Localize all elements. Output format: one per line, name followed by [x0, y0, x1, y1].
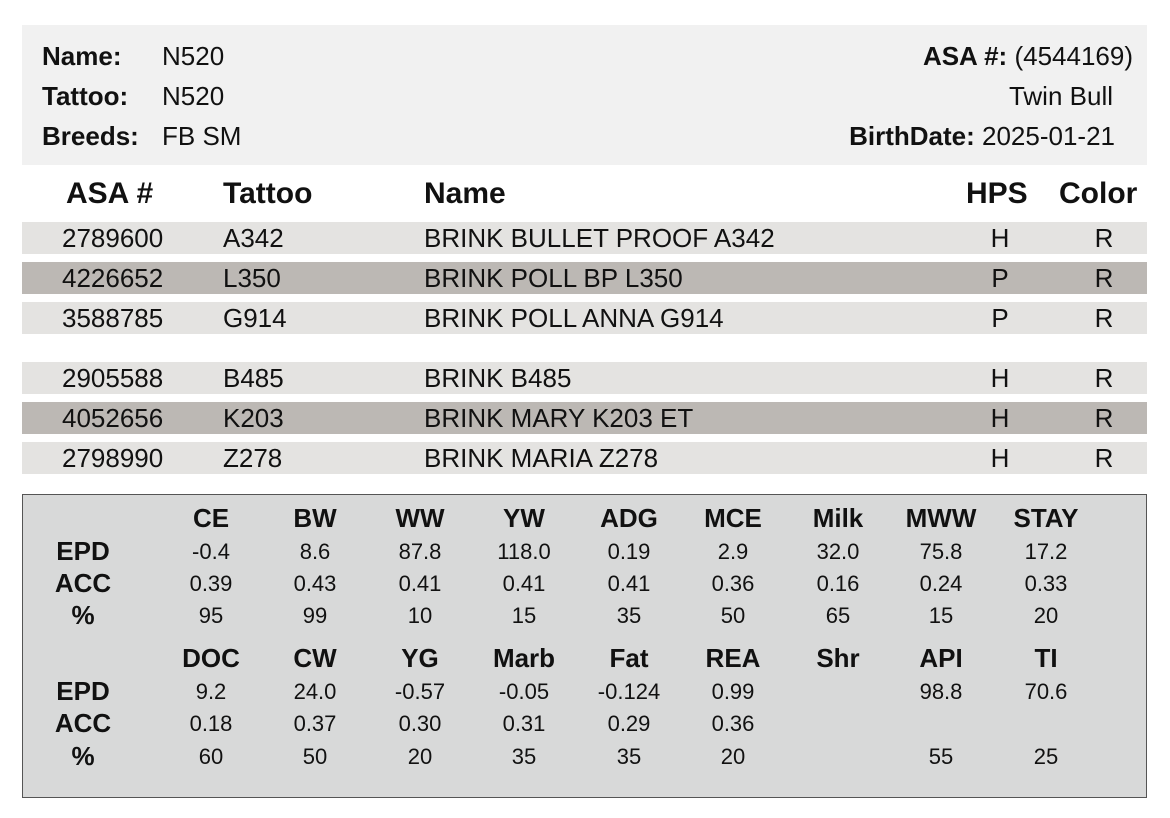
row-hps: P: [991, 303, 1009, 333]
epd-value: 24.0: [293, 679, 337, 704]
trait-header: WW: [395, 503, 445, 533]
acc-value: 0.30: [398, 711, 442, 736]
acc-value: 0.43: [293, 571, 337, 596]
row-tattoo: B485: [223, 363, 284, 393]
epd-value: 32.0: [816, 539, 860, 564]
trait-header: MCE: [704, 503, 762, 533]
row-hps: P: [991, 263, 1009, 293]
row-hps: H: [990, 443, 1010, 473]
tattoo-line: [42, 81, 224, 111]
percentile-value: 50: [302, 744, 328, 769]
birthdate-label: BirthDate:: [849, 121, 975, 151]
percentile-value: 50: [720, 603, 746, 628]
row-label-percent: %: [71, 741, 95, 771]
percentile-value: 20: [720, 744, 746, 769]
epd-value: -0.4: [192, 539, 230, 564]
acc-value: 0.16: [816, 571, 860, 596]
epd-value: -0.05: [498, 679, 550, 704]
acc-value: 0.41: [607, 571, 651, 596]
epd-value: -0.57: [394, 679, 446, 704]
epd-value: 87.8: [398, 539, 442, 564]
row-color: R: [1094, 443, 1114, 473]
row-tattoo: Z278: [223, 443, 283, 473]
row-asa: 2798990: [62, 443, 164, 473]
trait-header: Fat: [609, 643, 649, 673]
row-color: R: [1094, 363, 1114, 393]
trait-header: BW: [293, 503, 337, 533]
acc-value: 0.24: [919, 571, 963, 596]
acc-value: 0.36: [711, 711, 755, 736]
percentile-value: 60: [198, 744, 224, 769]
row-label-acc: ACC: [54, 568, 112, 598]
row-tattoo: G914: [223, 303, 287, 333]
epd-value: -0.124: [597, 679, 661, 704]
epd-value: 17.2: [1024, 539, 1068, 564]
trait-header: MWW: [905, 503, 977, 533]
trait-header: Milk: [812, 503, 864, 533]
row-label-epd: EPD: [56, 676, 110, 706]
row-name: BRINK BULLET PROOF A342: [424, 223, 775, 253]
col-header-hps: HPS: [966, 177, 1028, 210]
percentile-value: 25: [1033, 744, 1059, 769]
percentile-value: 15: [928, 603, 954, 628]
trait-header: ADG: [600, 503, 658, 533]
trait-header: Marb: [492, 643, 556, 673]
table-row: [22, 222, 1147, 254]
percentile-value: 10: [407, 603, 433, 628]
trait-header: YW: [503, 503, 545, 533]
percentile-value: 35: [616, 744, 642, 769]
col-header-color: Color: [1059, 177, 1138, 210]
percentile-value: 55: [928, 744, 954, 769]
trait-header: REA: [705, 643, 761, 673]
row-name: BRINK MARIA Z278: [424, 443, 659, 473]
percentile-value: 95: [198, 603, 224, 628]
row-tattoo: A342: [223, 223, 284, 253]
epd-value: 0.19: [607, 539, 651, 564]
row-color: R: [1094, 403, 1114, 433]
acc-value: 0.37: [293, 711, 337, 736]
acc-value: 0.39: [189, 571, 233, 596]
name-value: N520: [162, 41, 225, 71]
epd-value: 118.0: [497, 539, 551, 564]
row-tattoo: K203: [223, 403, 284, 433]
acc-value: 0.41: [398, 571, 442, 596]
trait-header: API: [919, 643, 963, 673]
row-color: R: [1094, 263, 1114, 293]
epd-value: 70.6: [1024, 679, 1068, 704]
percentile-value: 20: [407, 744, 433, 769]
asa-label: ASA #:: [922, 41, 1008, 71]
row-name: BRINK MARY K203 ET: [424, 403, 694, 433]
epd-value: 98.8: [919, 679, 963, 704]
breeds-value: FB SM: [162, 121, 242, 151]
tattoo-value: N520: [162, 81, 225, 111]
row-hps: H: [990, 363, 1010, 393]
col-header-asa: ASA #: [66, 177, 154, 210]
row-asa: 2905588: [62, 363, 164, 393]
asa-line: [923, 41, 1133, 71]
row-hps: H: [990, 223, 1010, 253]
percentile-value: 35: [616, 603, 642, 628]
breeds-line: [42, 121, 241, 151]
row-label-epd: EPD: [56, 536, 110, 566]
row-label-percent: %: [71, 600, 95, 630]
percentile-value: 20: [1033, 603, 1059, 628]
table-row: [22, 442, 1147, 474]
trait-header: DOC: [182, 643, 240, 673]
birthdate-line: [849, 121, 1115, 151]
trait-header: CE: [192, 503, 230, 533]
row-asa: 4226652: [62, 263, 164, 293]
col-header-tattoo: Tattoo: [223, 177, 313, 210]
row-hps: H: [990, 403, 1010, 433]
table-row: [22, 402, 1147, 434]
percentile-value: 99: [302, 603, 328, 628]
row-name: BRINK B485: [424, 363, 572, 393]
row-color: R: [1094, 303, 1114, 333]
name-label: Name:: [42, 41, 122, 71]
trait-header: Shr: [816, 643, 860, 673]
col-header-name: Name: [424, 177, 506, 210]
table-row: [22, 302, 1147, 334]
acc-value: 0.36: [711, 571, 755, 596]
table-row: [22, 262, 1147, 294]
row-asa: 2789600: [62, 223, 164, 253]
percentile-value: 15: [511, 603, 537, 628]
epd-value: 0.99: [711, 679, 755, 704]
birthdate-value: 2025-01-21: [982, 121, 1115, 151]
epd-value: 9.2: [195, 679, 227, 704]
name-line: [42, 41, 224, 71]
epd-value: 2.9: [717, 539, 749, 564]
animal-header: [22, 25, 1147, 165]
row-asa: 4052656: [62, 403, 164, 433]
percentile-value: 65: [825, 603, 851, 628]
acc-value: 0.33: [1024, 571, 1068, 596]
row-tattoo: L350: [223, 263, 281, 293]
epd-value: 8.6: [299, 539, 331, 564]
acc-value: 0.31: [502, 711, 546, 736]
trait-header: YG: [401, 643, 439, 673]
epd-panel: [22, 494, 1147, 798]
acc-value: 0.29: [607, 711, 651, 736]
row-label-acc: ACC: [54, 708, 112, 738]
tattoo-label: Tattoo:: [42, 81, 129, 111]
row-color: R: [1094, 223, 1114, 253]
trait-header: CW: [293, 643, 337, 673]
row-name: BRINK POLL ANNA G914: [424, 303, 724, 333]
percentile-value: 35: [511, 744, 537, 769]
trait-header: TI: [1034, 643, 1058, 673]
row-asa: 3588785: [62, 303, 164, 333]
asa-value: (4544169): [1014, 41, 1133, 71]
breeds-label: Breeds:: [42, 121, 139, 151]
acc-value: 0.18: [189, 711, 233, 736]
epd-value: 75.8: [919, 539, 963, 564]
twin-status: Twin Bull: [1008, 81, 1113, 111]
acc-value: 0.41: [502, 571, 546, 596]
trait-header: STAY: [1013, 503, 1079, 533]
row-name: BRINK POLL BP L350: [424, 263, 683, 293]
table-row: [22, 362, 1147, 394]
